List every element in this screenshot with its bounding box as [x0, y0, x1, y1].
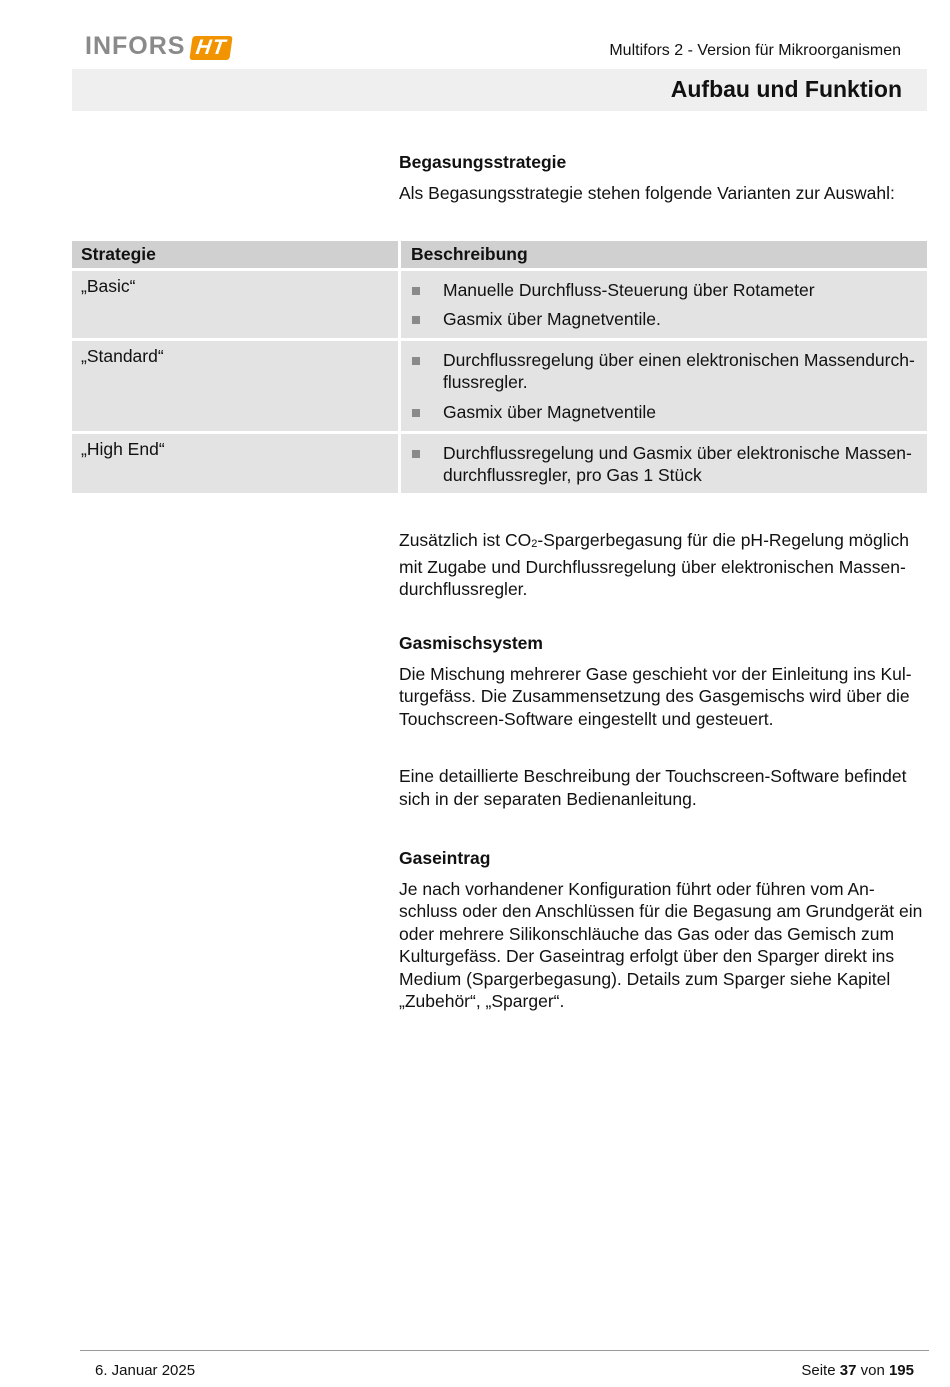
total-pages: 195 — [888, 1362, 914, 1379]
table-row — [72, 341, 927, 431]
list-item — [411, 279, 917, 302]
list-item — [411, 401, 917, 424]
logo-text: INFORS — [85, 32, 186, 60]
description-cell — [401, 271, 927, 338]
strategy-cell: „Standard“ — [72, 341, 398, 431]
co2-text-after: -Spargerbegasung für die pH-Regelung möglich mit Zugabe und Durchflussregelung über elektronischen Massen-durchflussregler. — [399, 530, 909, 599]
footer-divider — [80, 1350, 929, 1351]
strategy-cell: „High End“ — [72, 434, 398, 493]
table-header-beschreibung: Beschreibung — [401, 241, 927, 268]
co2-text-before: Zusätzlich ist CO — [399, 530, 532, 550]
intro-block — [399, 151, 924, 204]
heading-gaseintrag: Gaseintrag — [399, 848, 491, 868]
table-row — [72, 434, 927, 493]
section-header-band — [72, 69, 927, 111]
strategy-table — [72, 241, 927, 496]
co2-subscript: 2 — [531, 538, 538, 550]
gaseintrag-text: Je nach vorhandener Konfiguration führt oder führen vom An-schluss oder den Anschlüssen für die Begasung am Grundgerät ein oder mehrere Silikonschläuche das Gas oder das Gemisch zum Kulturgefäss. Der Gaseintrag erfolgt über den Sparger direkt ins Medium (Spargerbegasung). Details zum Sparger siehe Kapitel „Zubehör“, „Sparger“. — [399, 878, 923, 1011]
footer-date: 6. Januar 2025 — [95, 1362, 196, 1379]
table-header-row — [72, 241, 927, 268]
page-prefix: Seite — [801, 1362, 836, 1379]
document-title: Multifors 2 - Version für Mikroorganismen — [609, 42, 901, 59]
heading-gasmischsystem: Gasmischsystem — [399, 633, 543, 653]
logo-badge: HT — [190, 36, 233, 60]
footer-page-number — [801, 1362, 914, 1379]
intro-text: Als Begasungsstrategie stehen folgende Varianten zur Auswahl: — [399, 182, 895, 203]
square-bullet-icon — [412, 316, 420, 324]
list-item-text: Durchflussregelung über einen elektronischen Massendurch-flussregler. — [443, 349, 915, 392]
heading-begasungsstrategie: Begasungsstrategie — [399, 152, 567, 172]
list-item — [411, 308, 917, 331]
infors-logo — [85, 31, 231, 61]
table-header-strategie: Strategie — [72, 241, 398, 268]
strategy-cell: „Basic“ — [72, 271, 398, 338]
table-row — [72, 271, 927, 338]
list-item-text: Manuelle Durchfluss-Steuerung über Rotameter — [443, 279, 815, 300]
gasmisch-text: Die Mischung mehrerer Gase geschieht vor der Einleitung ins Kul-turgefäss. Die Zusammensetzung des Gasgemischs wird über die Touchscreen-Software eingestellt und gesteuert. — [399, 663, 912, 729]
list-item — [411, 349, 917, 394]
list-item-text: Gasmix über Magnetventile — [443, 401, 657, 422]
touchscreen-note: Eine detaillierte Beschreibung der Touchscreen-Software befindet sich in der separaten Bedienanleitung. — [399, 766, 907, 809]
page-mid: von — [860, 1362, 885, 1379]
square-bullet-icon — [412, 287, 420, 295]
current-page: 37 — [839, 1362, 857, 1379]
list-item-text: Gasmix über Magnetventile. — [443, 309, 661, 329]
description-cell — [401, 341, 927, 431]
description-cell — [401, 434, 927, 493]
gasmisch-block — [399, 632, 924, 810]
list-item-text: Durchflussregelung und Gasmix über elektronische Massen-durchflussregler, pro Gas 1 Stück — [443, 442, 912, 485]
square-bullet-icon — [412, 450, 420, 458]
square-bullet-icon — [412, 409, 420, 417]
co2-paragraph — [399, 529, 924, 601]
section-title: Aufbau und Funktion — [670, 76, 902, 102]
list-item — [411, 442, 917, 487]
gaseintrag-block — [399, 847, 924, 1013]
square-bullet-icon — [412, 357, 420, 365]
